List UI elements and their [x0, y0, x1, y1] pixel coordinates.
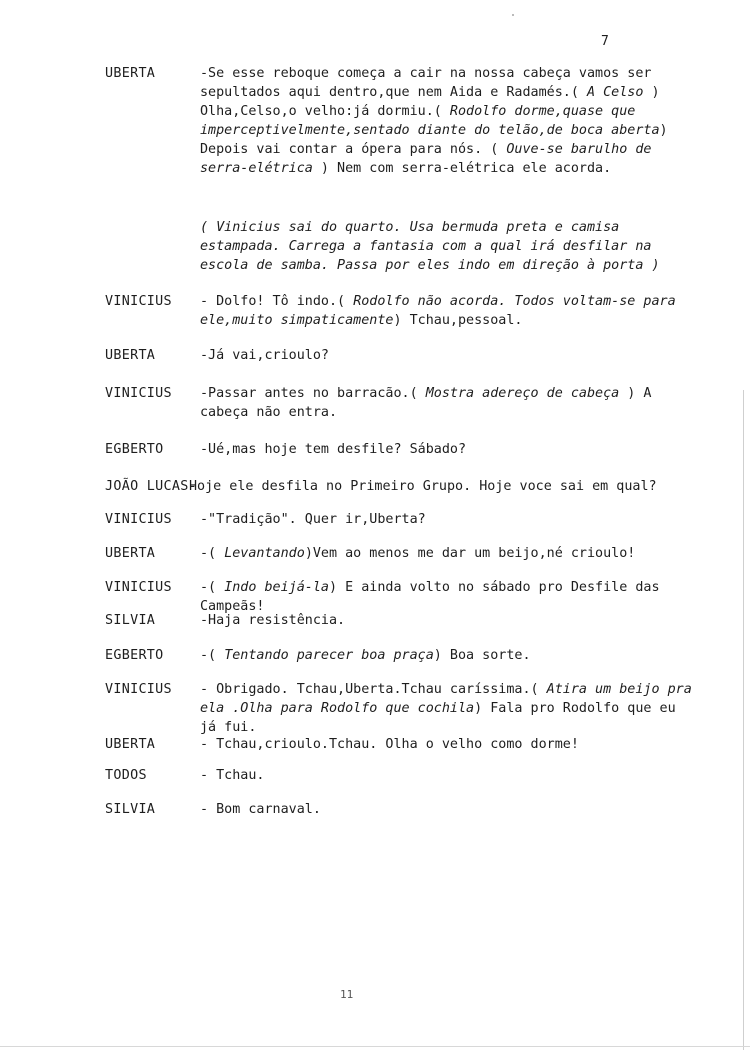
- text-segment: -(: [200, 546, 225, 561]
- dialogue-line: [105, 544, 695, 563]
- text-segment: - Tchau.: [200, 768, 265, 783]
- dialogue-line: [105, 346, 695, 365]
- dialogue-line: [105, 611, 695, 630]
- speaker-name: VINICIUS: [105, 512, 172, 527]
- scan-speck: [512, 14, 514, 16]
- dialogue-text: [200, 64, 695, 178]
- text-segment: -Passar antes no barracão.(: [200, 386, 426, 401]
- dialogue-text: [200, 440, 695, 459]
- speaker-name: EGBERTO: [105, 442, 164, 457]
- text-segment: ) Depois vai contar a ópera para nós. (: [200, 123, 668, 157]
- dialogue-line: [105, 510, 695, 529]
- text-segment: - Obrigado. Tchau,Uberta.Tchau caríssima.(: [200, 682, 547, 697]
- dialogue-text: [200, 735, 695, 754]
- stage-direction-segment: Rodolfo dorme,quase que imperceptivelmente,sentado diante do telão,de boca aberta: [200, 104, 660, 138]
- dialogue-line: [105, 766, 695, 785]
- dialogue-line: [105, 477, 695, 496]
- text-segment: ) Fala pro Rodolfo que eu já fui.: [200, 701, 676, 735]
- speaker-name: JOÃO LUCAS-: [105, 479, 197, 494]
- speaker-name: EGBERTO: [105, 648, 164, 663]
- text-segment: (: [200, 220, 217, 235]
- scan-edge-right: [743, 390, 744, 1050]
- dialogue-text: [200, 384, 695, 422]
- speaker-name: UBERTA: [105, 546, 156, 561]
- text-segment: -(: [200, 580, 225, 595]
- text-segment: -Ué,mas hoje tem desfile? Sábado?: [200, 442, 467, 457]
- stage-direction-segment: Rodolfo não acorda. Todos voltam-se para ele,muito simpaticamente: [200, 294, 676, 328]
- text-segment: Hoje ele desfila no Primeiro Grupo. Hoje voce sai em qual?: [189, 479, 657, 494]
- dialogue-line: [105, 646, 695, 665]
- text-segment: -"Tradição". Quer ir,Uberta?: [200, 512, 426, 527]
- text-segment: -Haja resistência.: [200, 613, 346, 628]
- stage-direction-segment: Levantando: [224, 546, 305, 561]
- speaker-name: UBERTA: [105, 66, 156, 81]
- dialogue-line: [105, 800, 695, 819]
- dialogue-line: [105, 440, 695, 459]
- scan-edge-bottom: [0, 1046, 750, 1047]
- text-segment: - Dolfo! Tô indo.(: [200, 294, 354, 309]
- text-segment: -(: [200, 648, 225, 663]
- stage-direction-segment: Atira um beijo pra ela .Olha para Rodolfo que cochila: [200, 682, 692, 716]
- page-number: 7: [601, 34, 609, 49]
- speaker-name: TODOS: [105, 768, 147, 783]
- dialogue-text: [200, 680, 695, 737]
- text-segment: ) A cabeça não entra.: [200, 386, 652, 420]
- dialogue-text: [200, 544, 695, 563]
- text-segment: ) Olha,Celso,o velho:já dormiu.(: [200, 85, 660, 119]
- text-segment: ): [643, 258, 660, 273]
- dialogue-line: [105, 292, 695, 330]
- speaker-name: UBERTA: [105, 737, 156, 752]
- dialogue-line: [105, 384, 695, 422]
- dialogue-text: [200, 346, 695, 365]
- dialogue-text: [189, 477, 695, 496]
- stage-direction-segment: Indo beijá-la: [224, 580, 329, 595]
- dialogue-text: [200, 611, 695, 630]
- stage-direction-segment: Tentando parecer boa praça: [224, 648, 434, 663]
- stage-direction-segment: Mostra adereço de cabeça: [425, 386, 620, 401]
- stage-direction-segment: Vinicius sai do quarto. Usa bermuda preta e camisa estampada. Carrega a fantasia com a qual irá desfilar na escola de samba. Passa por eles indo em direção à porta: [200, 220, 652, 273]
- speaker-name: VINICIUS: [105, 386, 172, 401]
- dialogue-text: [200, 510, 695, 529]
- text-segment: ) E ainda volto no sábado pro Desfile das Campeãs!: [200, 580, 660, 614]
- dialogue-text: [200, 646, 695, 665]
- text-segment: ) Tchau,pessoal.: [393, 313, 523, 328]
- speaker-name: VINICIUS: [105, 294, 172, 309]
- text-segment: ) Boa sorte.: [433, 648, 531, 663]
- footer-mark: 11: [340, 988, 354, 1001]
- stage-direction-block: [200, 218, 695, 275]
- text-segment: - Bom carnaval.: [200, 802, 321, 817]
- speaker-name: VINICIUS: [105, 682, 172, 697]
- text-segment: -Já vai,crioulo?: [200, 348, 329, 363]
- speaker-name: UBERTA: [105, 348, 156, 363]
- dialogue-line: [105, 64, 695, 178]
- speaker-name: SILVIA: [105, 802, 156, 817]
- text-segment: )Vem ao menos me dar um beijo,né crioulo!: [304, 546, 636, 561]
- dialogue-line: [105, 680, 695, 737]
- stage-direction-segment: Ouve-se barulho de serra-elétrica: [200, 142, 652, 176]
- speaker-name: VINICIUS: [105, 580, 172, 595]
- text-segment: -Se esse reboque começa a cair na nossa cabeça vamos ser sepultados aqui dentro,que nem Aida e Radamés.(: [200, 66, 652, 100]
- text-segment: ) Nem com serra-elétrica ele acorda.: [312, 161, 612, 176]
- stage-direction-segment: A Celso: [586, 85, 644, 100]
- speaker-name: SILVIA: [105, 613, 156, 628]
- dialogue-text: [200, 800, 695, 819]
- dialogue-text: [200, 292, 695, 330]
- dialogue-text: [200, 766, 695, 785]
- dialogue-line: [105, 735, 695, 754]
- text-segment: - Tchau,crioulo.Tchau. Olha o velho como dorme!: [200, 737, 579, 752]
